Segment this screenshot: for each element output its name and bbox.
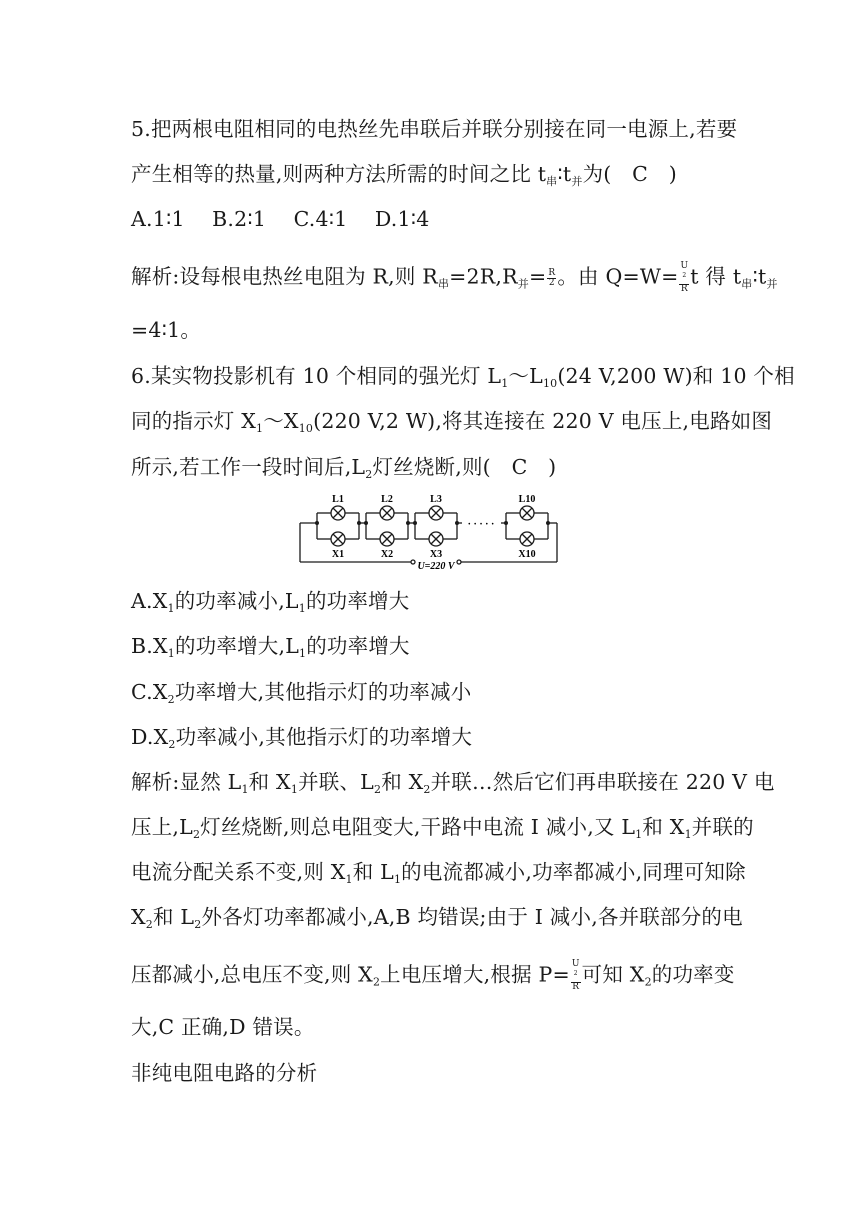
q6-option-d: $D.X_2$功率减小,其他指示灯的功率增大 <box>131 725 473 751</box>
fraction-r-over-2: $\frac{R}{2}$ <box>548 267 556 288</box>
q6-option-b: $B.X_1$的功率增大$,L_1$的功率增大 <box>131 634 410 660</box>
q5-stem-line2: 产生相等的热量,则两种方法所需的时间之比 $t_串∶t_并$为( C ) <box>131 162 677 188</box>
q5-analysis-line1: 解析:设每根电热丝电阻为 R,则 $R_串=2R,R_并=$ $\frac{R}{2}$ 。由 Q=W= U $^2$ R t 得 $t_串∶t_并$ <box>131 261 778 294</box>
label-l2: L2 <box>381 494 393 505</box>
circuit-diagram <box>295 490 565 570</box>
q6-option-c: $C.X_2$功率增大,其他指示灯的功率减小 <box>131 680 472 706</box>
q6-analysis-line1: 解析:显然 $L_1$和 $X_1$并联、$L_2$和 $X_2$并联…然后它们再串联接在 220 V 电 <box>131 770 775 796</box>
q6-stem-line2: 同的指示灯 $X_1\sim X_{10}(220$ V,2 W),将其连接在 220 V 电压上,电路如图 <box>131 409 773 435</box>
q6-analysis-line4: $X_2$和 $L_2$外各灯功率都减小,A,B 均错误;由于 I 减小,各并联部分的电 <box>131 905 743 931</box>
q6-analysis-line5: 压都减小,总电压不变,则 $X_2$上电压增大,根据 P= U $^2$ R 可知 $X_2$的功率变 <box>131 959 735 992</box>
q6-stem-line3: 所示,若工作一段时间后$,L_2$灯丝烧断,则( C ) <box>131 455 557 481</box>
fraction-u2-over-r: U $^2$ R <box>571 959 580 992</box>
label-x10: X10 <box>518 549 536 560</box>
q6-analysis-line2: 压上$,L_2$灯丝烧断,则总电阻变大,干路中电流 I 减小,又 $L_1$和 $X_1$并联的 <box>131 815 754 841</box>
label-l1: L1 <box>332 494 344 505</box>
q6-stem-line1: 6.某实物投影机有 10 个相同的强光灯 $L_1\sim L_{10}(24$ V,200 W)和 10 个相 <box>131 364 795 390</box>
label-x3: X3 <box>429 549 443 560</box>
q5-analysis-line2: =4∶1。 <box>131 318 202 342</box>
q6-option-a: $A.X_1$的功率减小$,L_1$的功率增大 <box>131 589 410 615</box>
q5-options: A.1∶1 B.2∶1 C.4∶1 D.1∶4 <box>131 207 430 231</box>
section-title: 非纯电阻电路的分析 <box>131 1061 318 1085</box>
label-voltage: U=220 V <box>417 561 455 570</box>
circuit-dots: · · · · · <box>467 519 495 530</box>
q6-analysis-line3: 电流分配关系不变,则 $X_1$和 $L_1$的电流都减小,功率都减小,同理可知除 <box>131 860 746 886</box>
label-x2: X2 <box>380 549 394 560</box>
fraction-u2-over-r: U $^2$ R <box>680 261 689 294</box>
q6-analysis-line6: 大,C 正确,D 错误。 <box>131 1015 315 1039</box>
label-l10: L10 <box>518 494 536 505</box>
label-x1: X1 <box>331 549 345 560</box>
label-l3: L3 <box>430 494 442 505</box>
q5-stem-line1: 5.把两根电阻相同的电热丝先串联后并联分别接在同一电源上,若要 <box>131 117 738 141</box>
